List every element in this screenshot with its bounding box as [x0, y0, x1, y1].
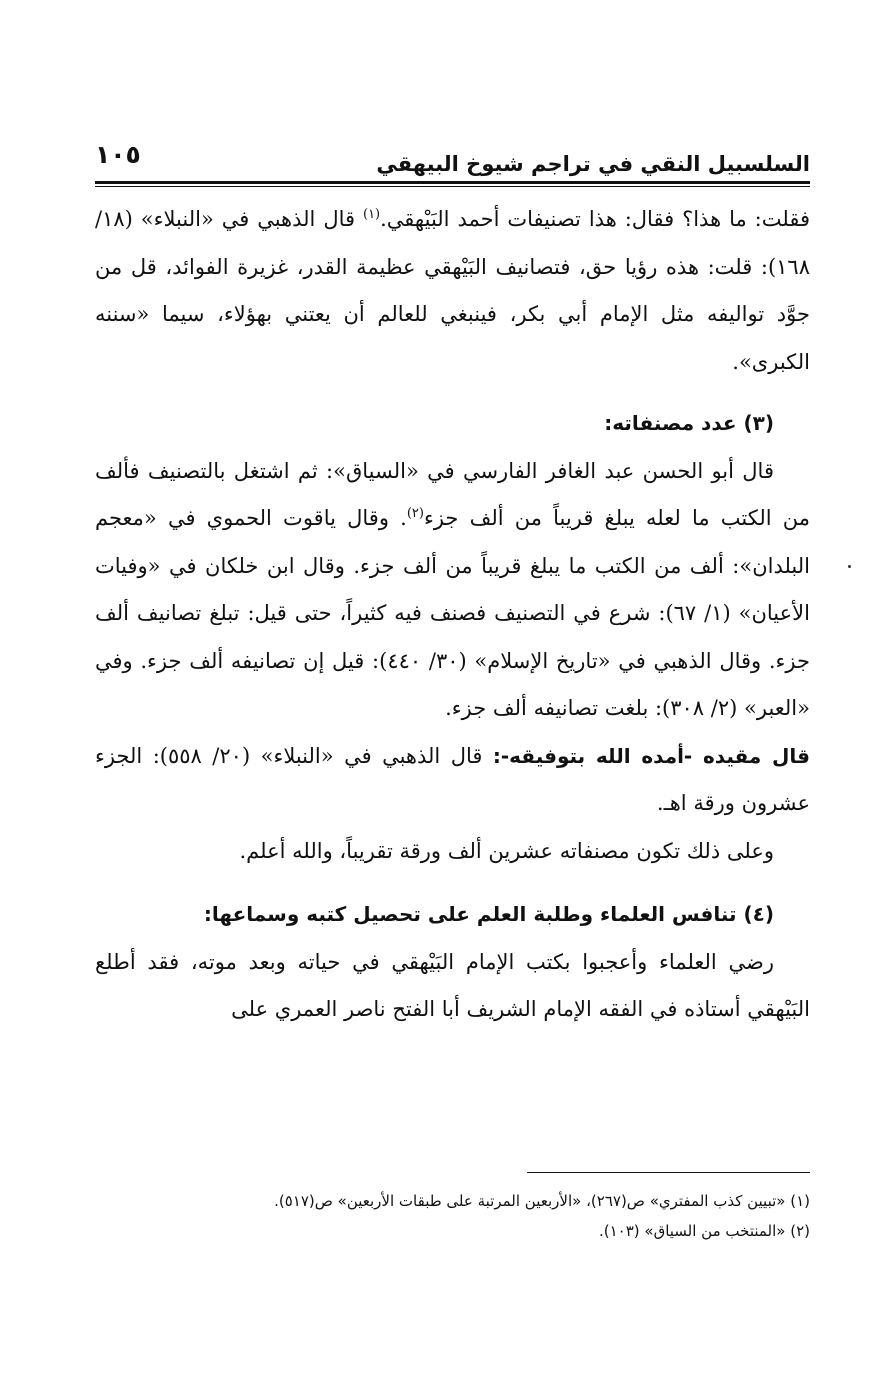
paragraph-competition: رضي العلماء وأعجبوا بكتب الإمام البَيْهقي في حياته وبعد موته، فقد أطلع البَيْهقي أستاذه في الفقه الإمام الشريف أبا الفتح ناصر العمري على	[95, 949, 810, 1021]
paragraph-dream	[95, 196, 810, 386]
footnote-ref-2[interactable]: (٢)	[406, 506, 424, 521]
page-number: ١٠٥	[95, 140, 141, 169]
paragraph-text: قال الذهبي في «النبلاء» (٢٠/ ٥٥٨): الجزء عشرون ورقة اهـ.	[95, 743, 810, 815]
paragraph-conclusion: وعلى ذلك تكون مصنفاته عشرين ألف ورقة تقريباً، والله أعلم.	[239, 838, 774, 863]
paragraph-works-count	[95, 448, 810, 733]
paragraph-text: فقلت: ما هذا؟ فقال: هذا تصنيفات أحمد البَيْهقي.	[380, 207, 810, 231]
author-note-lead: قال مقيده -أمده الله بتوفيقه-:	[492, 743, 810, 768]
book-title: السلسبيل النقي في تراجم شيوخ البيهقي	[376, 152, 810, 176]
footnote-ref-1[interactable]: (١)	[362, 207, 381, 222]
footnotes	[95, 1186, 810, 1246]
running-header	[95, 140, 810, 184]
footnote-1: (١) «تبيين كذب المفتري» ص(٢٦٧)، «الأربعين المرتبة على طبقات الأربعين» ص(٥١٧).	[274, 1192, 810, 1210]
section-heading-4: (٤) تنافس العلماء وطلبة العلم على تحصيل كتبه وسماعها:	[203, 902, 774, 926]
spacer	[95, 875, 810, 891]
footnote-2: (٢) «المنتخب من السياق» (١٠٣).	[598, 1222, 810, 1240]
footnote-separator	[527, 1172, 810, 1173]
scan-speck	[848, 565, 851, 568]
paragraph-text: قال الذهبي في «النبلاء» (١٨/ ١٦٨): قلت: هذه رؤيا حق، فتصانيف البَيْهقي عظيمة القدر، غزيرة الفوائد، قل من جوَّد تواليفه مثل الإمام أبي بكر، فينبغي للعالم أن يعتني بهؤلاء، سيما «سننه الكبرى».	[95, 207, 810, 374]
section-heading-3: (٣) عدد مصنفاته:	[604, 411, 774, 435]
header-rule-thin	[95, 186, 810, 187]
paragraph-text: قال أبو الحسن عبد الغافر الفارسي في «السياق»: ثم اشتغل بالتصنيف فألف من الكتب ما لعله يبلغ قريباً من ألف جزء	[95, 458, 810, 530]
spacer	[95, 386, 810, 400]
paragraph-text: . وقال ياقوت الحموي في «معجم البلدان»: ألف من الكتب ما يبلغ قريباً من ألف جزء. وقال ابن خلكان في «وفيات الأعيان» (١/ ٦٧): شرع في التصنيف فصنف فيه كثيراً، حتى قيل: تبلغ تصانيف ألف جزء. وقال الذهبي في «تاريخ الإسلام» (٣٠/ ٤٤٠): قيل إن تصانيفه ألف جزء. وفي «العبر» (٢/ ٣٠٨): بلغت تصانيفه ألف جزء.	[95, 506, 810, 720]
main-text	[95, 196, 810, 1034]
header-rule-thick	[95, 181, 810, 184]
paragraph-author-note	[95, 733, 810, 828]
